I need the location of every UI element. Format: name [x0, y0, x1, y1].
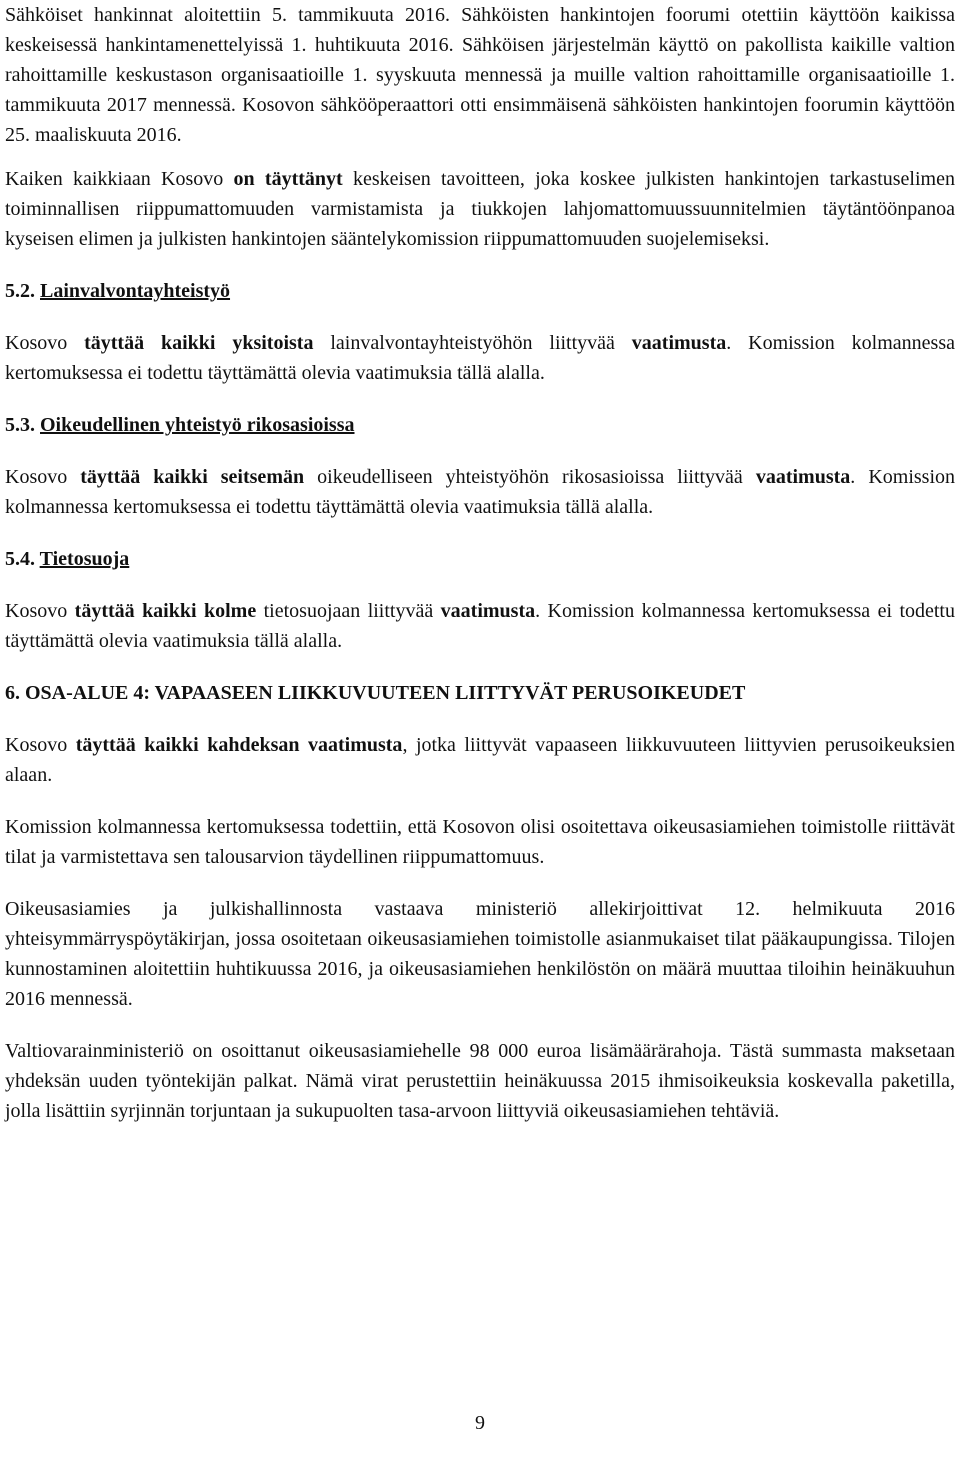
paragraph-text: Kaiken kaikkiaan Kosovo: [5, 168, 234, 190]
paragraph-text: oikeudelliseen yhteistyöhön rikosasioissa liittyvää: [304, 466, 756, 488]
paragraph-text: Kosovo: [5, 734, 76, 756]
paragraph-text: keskeisen tavoitteen, joka koskee julkisten hankintojen tarkastuselimen toiminnallisen riippumattomuuden varmistamista ja tiukkojen lahjomattomuussuunnitelmien täytäntöönpanoa kyseisen elimen ja julkisten hankintojen sääntelykomission riippumattomuuden suojelemiseksi.: [5, 168, 955, 250]
paragraph-text: . Komission kolmannessa kertomuksessa ei todettu täyttämättä olevia vaatimuksia tällä alalla.: [5, 600, 955, 652]
paragraph-judicial-cooperation: [5, 462, 955, 522]
paragraph-text: tietosuojaan liittyvää: [256, 600, 441, 622]
section-heading-5-2: [5, 276, 955, 306]
document-page: [5, 0, 955, 1148]
paragraph-data-protection: [5, 596, 955, 656]
paragraph-text: Kosovo: [5, 332, 85, 354]
emphasis-text: vaatimusta: [440, 600, 536, 622]
emphasis-text: täyttää kaikki kolme: [74, 600, 257, 622]
paragraph-ombudsman-report: Komission kolmannessa kertomuksessa todettiin, että Kosovon olisi osoitettava oikeusasiamiehen toimistolle riittävät tilat ja varmistettava sen talousarvion täydellinen riippumattomuus.: [5, 816, 955, 868]
section-title: Oikeudellinen yhteistyö rikosasioissa: [40, 414, 355, 436]
section-title: Tietosuoja: [39, 548, 130, 570]
page-number: 9: [475, 1412, 485, 1434]
section-number: 5.3.: [5, 414, 35, 436]
emphasis-text: täyttää kaikki kahdeksan vaatimusta: [75, 734, 403, 756]
section-heading-5-4: [5, 544, 955, 574]
paragraph-text: Sähköiset hankinnat aloitettiin 5. tammikuuta 2016. Sähköisten hankintojen foorumi otettiin käyttöön kaikissa keskeisessä hankintamenettelyissä 1. huhtikuuta 2016. Sähköisen järjestelmän käyttö on pakollista kaikille valtion rahoittamille keskustason organisaatioille 1. syyskuuta mennessä ja muille valtion rahoittamille organisaatioille 1. tammikuuta 2017 mennessä. Kosovon sähkööperaattori otti ensimmäisenä sähköisten hankintojen foorumin käyttöön 25. maaliskuuta 2016.: [5, 4, 955, 146]
paragraph-ombudsman-premises: Oikeusasiamies ja julkishallinnosta vastaava ministeriö allekirjoittivat 12. helmikuuta 2016 yhteisymmärryspöytäkirjan, jossa osoitetaan oikeusasiamiehen toimistolle asianmukaiset tilat pääkaupungissa. Tilojen kunnostaminen aloitettiin huhtikuussa 2016, ja oikeusasiamiehen henkilöstön on määrä muuttaa tiloihin heinäkuuhun 2016 mennessä.: [5, 898, 955, 1010]
paragraph-text: Kosovo: [5, 600, 75, 622]
paragraph-law-enforcement: [5, 328, 955, 388]
emphasis-text: vaatimusta: [631, 332, 727, 354]
emphasis-text: vaatimusta: [755, 466, 851, 488]
paragraph-fundamental-rights: [5, 730, 955, 790]
paragraph-text: lainvalvontayhteistyöhön liittyvää: [313, 332, 632, 354]
paragraph-text: Kosovo: [5, 466, 81, 488]
paragraph-text: , jotka liittyvät vapaaseen liikkuvuuteen liittyvien perusoikeuksien alaan.: [5, 734, 955, 786]
section-number: 5.2.: [5, 280, 35, 302]
chapter-heading-6: 6. OSA-ALUE 4: VAPAASEEN LIIKKUVUUTEEN LIITTYVÄT PERUSOIKEUDET: [5, 682, 746, 704]
paragraph-text: . Komission kolmannessa kertomuksessa ei todettu täyttämättä olevia vaatimuksia tällä alalla.: [5, 466, 956, 518]
paragraph-electronic-procurement: [5, 0, 955, 150]
emphasis-text: on täyttänyt: [233, 168, 343, 190]
paragraph-text: . Komission kolmannessa kertomuksessa ei todettu täyttämättä olevia vaatimuksia tällä alalla.: [5, 332, 955, 384]
section-heading-5-3: [5, 410, 955, 440]
paragraph-ombudsman-budget: Valtiovarainministeriö on osoittanut oikeusasiamiehelle 98 000 euroa lisämäärärahoja. Tästä summasta maksetaan yhdeksän uuden työntekijän palkat. Nämä virat perustettiin heinäkuussa 2015 ihmisoikeuksia koskevalla paketilla, jolla lisättiin syrjinnän torjuntaan ja sukupuolten tasa-arvoon liittyviä oikeusasiamiehen tehtäviä.: [5, 1040, 955, 1122]
emphasis-text: täyttää kaikki yksitoista: [84, 332, 314, 354]
paragraph-procurement-review: [5, 164, 955, 254]
section-title: Lainvalvontayhteistyö: [40, 280, 231, 302]
section-number: 5.4.: [5, 548, 35, 570]
emphasis-text: täyttää kaikki seitsemän: [80, 466, 305, 488]
